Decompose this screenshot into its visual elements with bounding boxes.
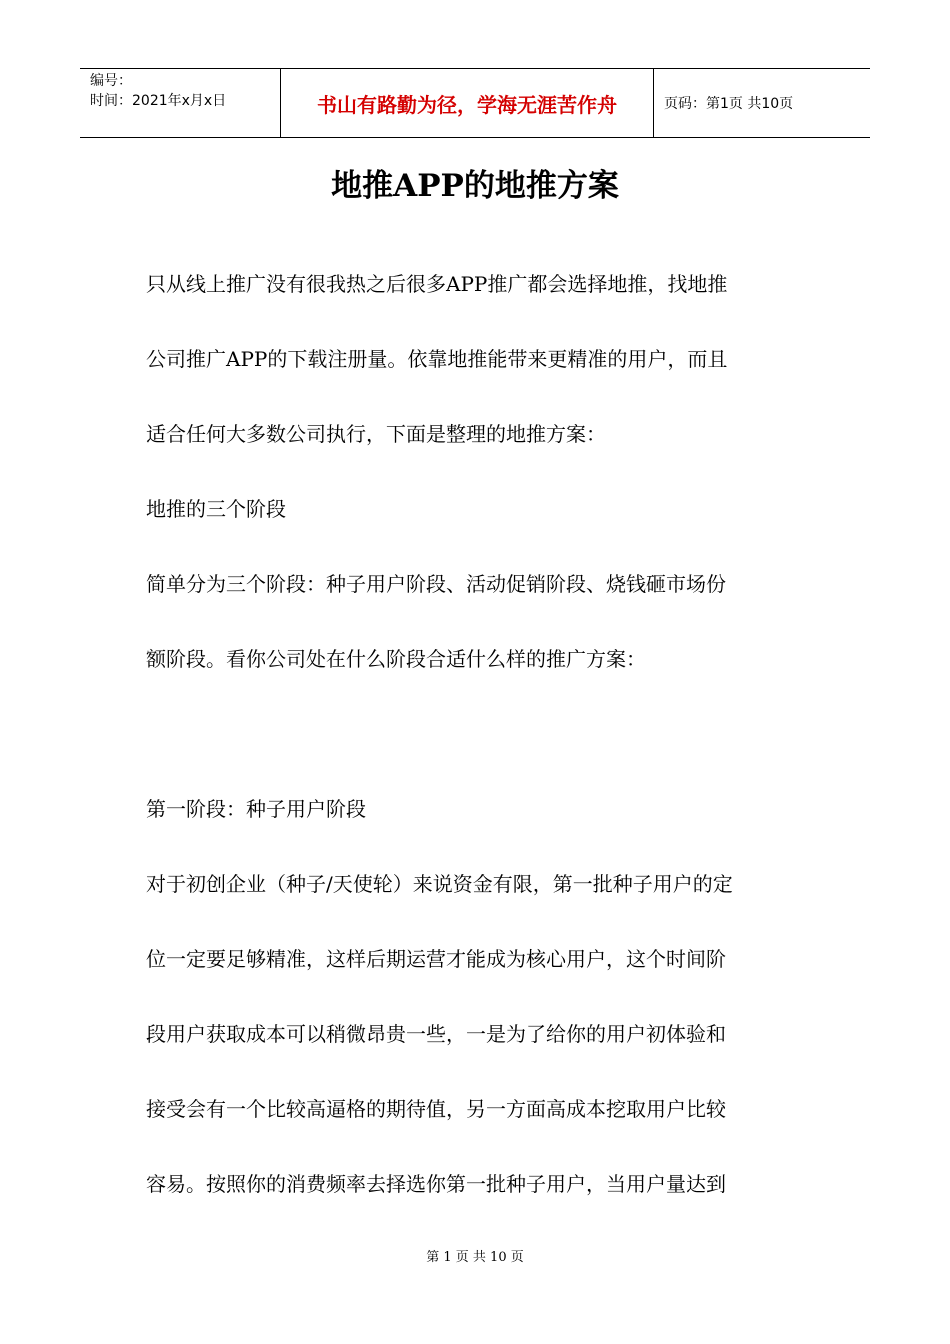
- body-line: 位一定要足够精准，这样后期运营才能成为核心用户，这个时间阶: [146, 947, 726, 971]
- header-meta-cell: [80, 69, 281, 137]
- blank-line: [146, 706, 806, 781]
- body-line: 容易。按照你的消费频率去择选你第一批种子用户，当用户量达到: [146, 1172, 726, 1196]
- time-label: 时间：2021年x月x日: [90, 93, 227, 109]
- number-label: 编号：: [90, 73, 132, 89]
- motto: 书山有路勤为径，学海无涯苦作舟: [281, 69, 654, 137]
- section-heading: 地推的三个阶段: [146, 497, 286, 521]
- body-line: 只从线上推广没有很我热之后很多APP推广都会选择地推，找地推: [146, 272, 728, 296]
- header-table: [80, 68, 870, 138]
- body-line: 公司推广APP的下载注册量。依靠地推能带来更精准的用户，而且: [146, 347, 728, 371]
- page-info: 页码：第1页 共10页: [664, 96, 794, 112]
- body-line: 适合任何大多数公司执行，下面是整理的地推方案：: [146, 422, 606, 446]
- body-line: 简单分为三个阶段：种子用户阶段、活动促销阶段、烧钱砸市场份: [146, 572, 726, 596]
- document-body: [146, 256, 806, 1231]
- page-footer: 第 1 页 共 10 页: [426, 1250, 524, 1265]
- body-line: 对于初创企业（种子/天使轮）来说资金有限，第一批种子用户的定: [146, 872, 733, 896]
- body-line: 段用户获取成本可以稍微昂贵一些，一是为了给你的用户初体验和: [146, 1022, 726, 1046]
- body-line: 接受会有一个比较高逼格的期待值，另一方面高成本挖取用户比较: [146, 1097, 726, 1121]
- section-heading: 第一阶段：种子用户阶段: [146, 797, 366, 821]
- document-title: 地推APP的地推方案: [331, 168, 619, 204]
- body-line: 额阶段。看你公司处在什么阶段合适什么样的推广方案：: [146, 647, 646, 671]
